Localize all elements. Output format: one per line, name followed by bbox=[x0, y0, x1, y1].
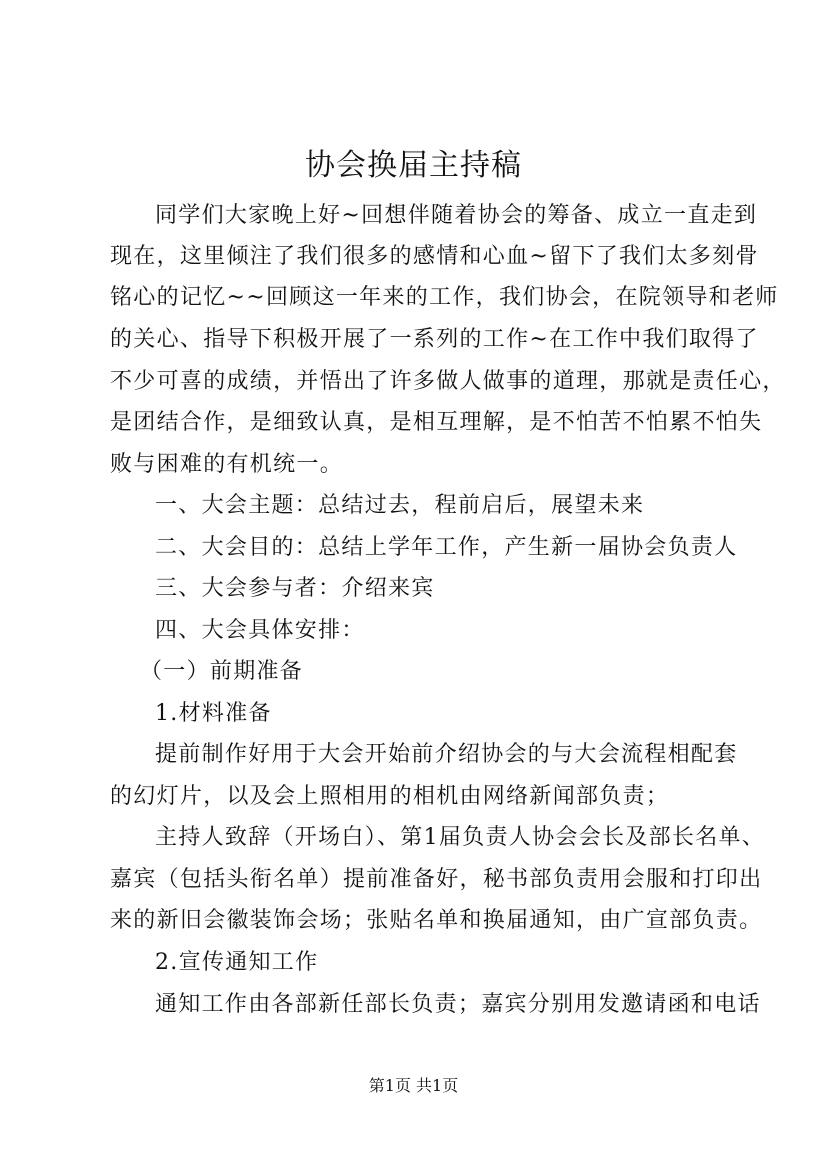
page-footer: 第1页 共1页 bbox=[368, 1076, 459, 1095]
body-line: 是团结合作，是细致认真，是相互理解，是不怕苦不怕累不怕失 bbox=[110, 410, 763, 435]
body-line: 2.宣传通知工作 bbox=[155, 950, 319, 975]
document-title: 协会换届主持稿 bbox=[305, 148, 522, 183]
body-line: 一、大会主题：总结过去，程前启后，展望未来 bbox=[155, 493, 645, 518]
body-line: 的幻灯片，以及会上照相用的相机由网络新闻部负责； bbox=[110, 784, 670, 809]
body-line: 现在，这里倾注了我们很多的感情和心血~留下了我们太多刻骨 bbox=[110, 244, 759, 269]
body-line: 铭心的记忆~~回顾这一年来的工作，我们协会，在院领导和老师 bbox=[110, 285, 779, 310]
body-line: 通知工作由各部新任部长负责；嘉宾分别用发邀请函和电话 bbox=[155, 992, 761, 1017]
body-line: 1.材料准备 bbox=[155, 701, 272, 726]
body-line: 三、大会参与者：介绍来宾 bbox=[155, 576, 435, 601]
body-line: （一）前期准备 bbox=[140, 659, 304, 684]
body-line: 提前制作好用于大会开始前介绍协会的与大会流程相配套 bbox=[155, 742, 738, 767]
body-line: 不少可喜的成绩，并悟出了许多做人做事的道理，那就是责任心， bbox=[110, 369, 786, 394]
body-line: 同学们大家晚上好~回想伴随着协会的筹备、成立一直走到 bbox=[155, 203, 758, 228]
body-line: 来的新旧会徽装饰会场；张贴名单和换届通知，由广宣部负责。 bbox=[110, 908, 763, 933]
body-line: 四、大会具体安排： bbox=[155, 618, 365, 643]
body-line: 的关心、指导下积极开展了一系列的工作~在工作中我们取得了 bbox=[110, 327, 759, 352]
body-line: 嘉宾（包括头衔名单）提前准备好，秘书部负责用会服和打印出 bbox=[110, 867, 763, 892]
body-line: 主持人致辞（开场白）、第1届负责人协会会长及部长名单、 bbox=[155, 825, 766, 850]
body-line: 二、大会目的：总结上学年工作，产生新一届协会负责人 bbox=[155, 535, 738, 560]
body-line: 败与困难的有机统一。 bbox=[110, 452, 344, 477]
